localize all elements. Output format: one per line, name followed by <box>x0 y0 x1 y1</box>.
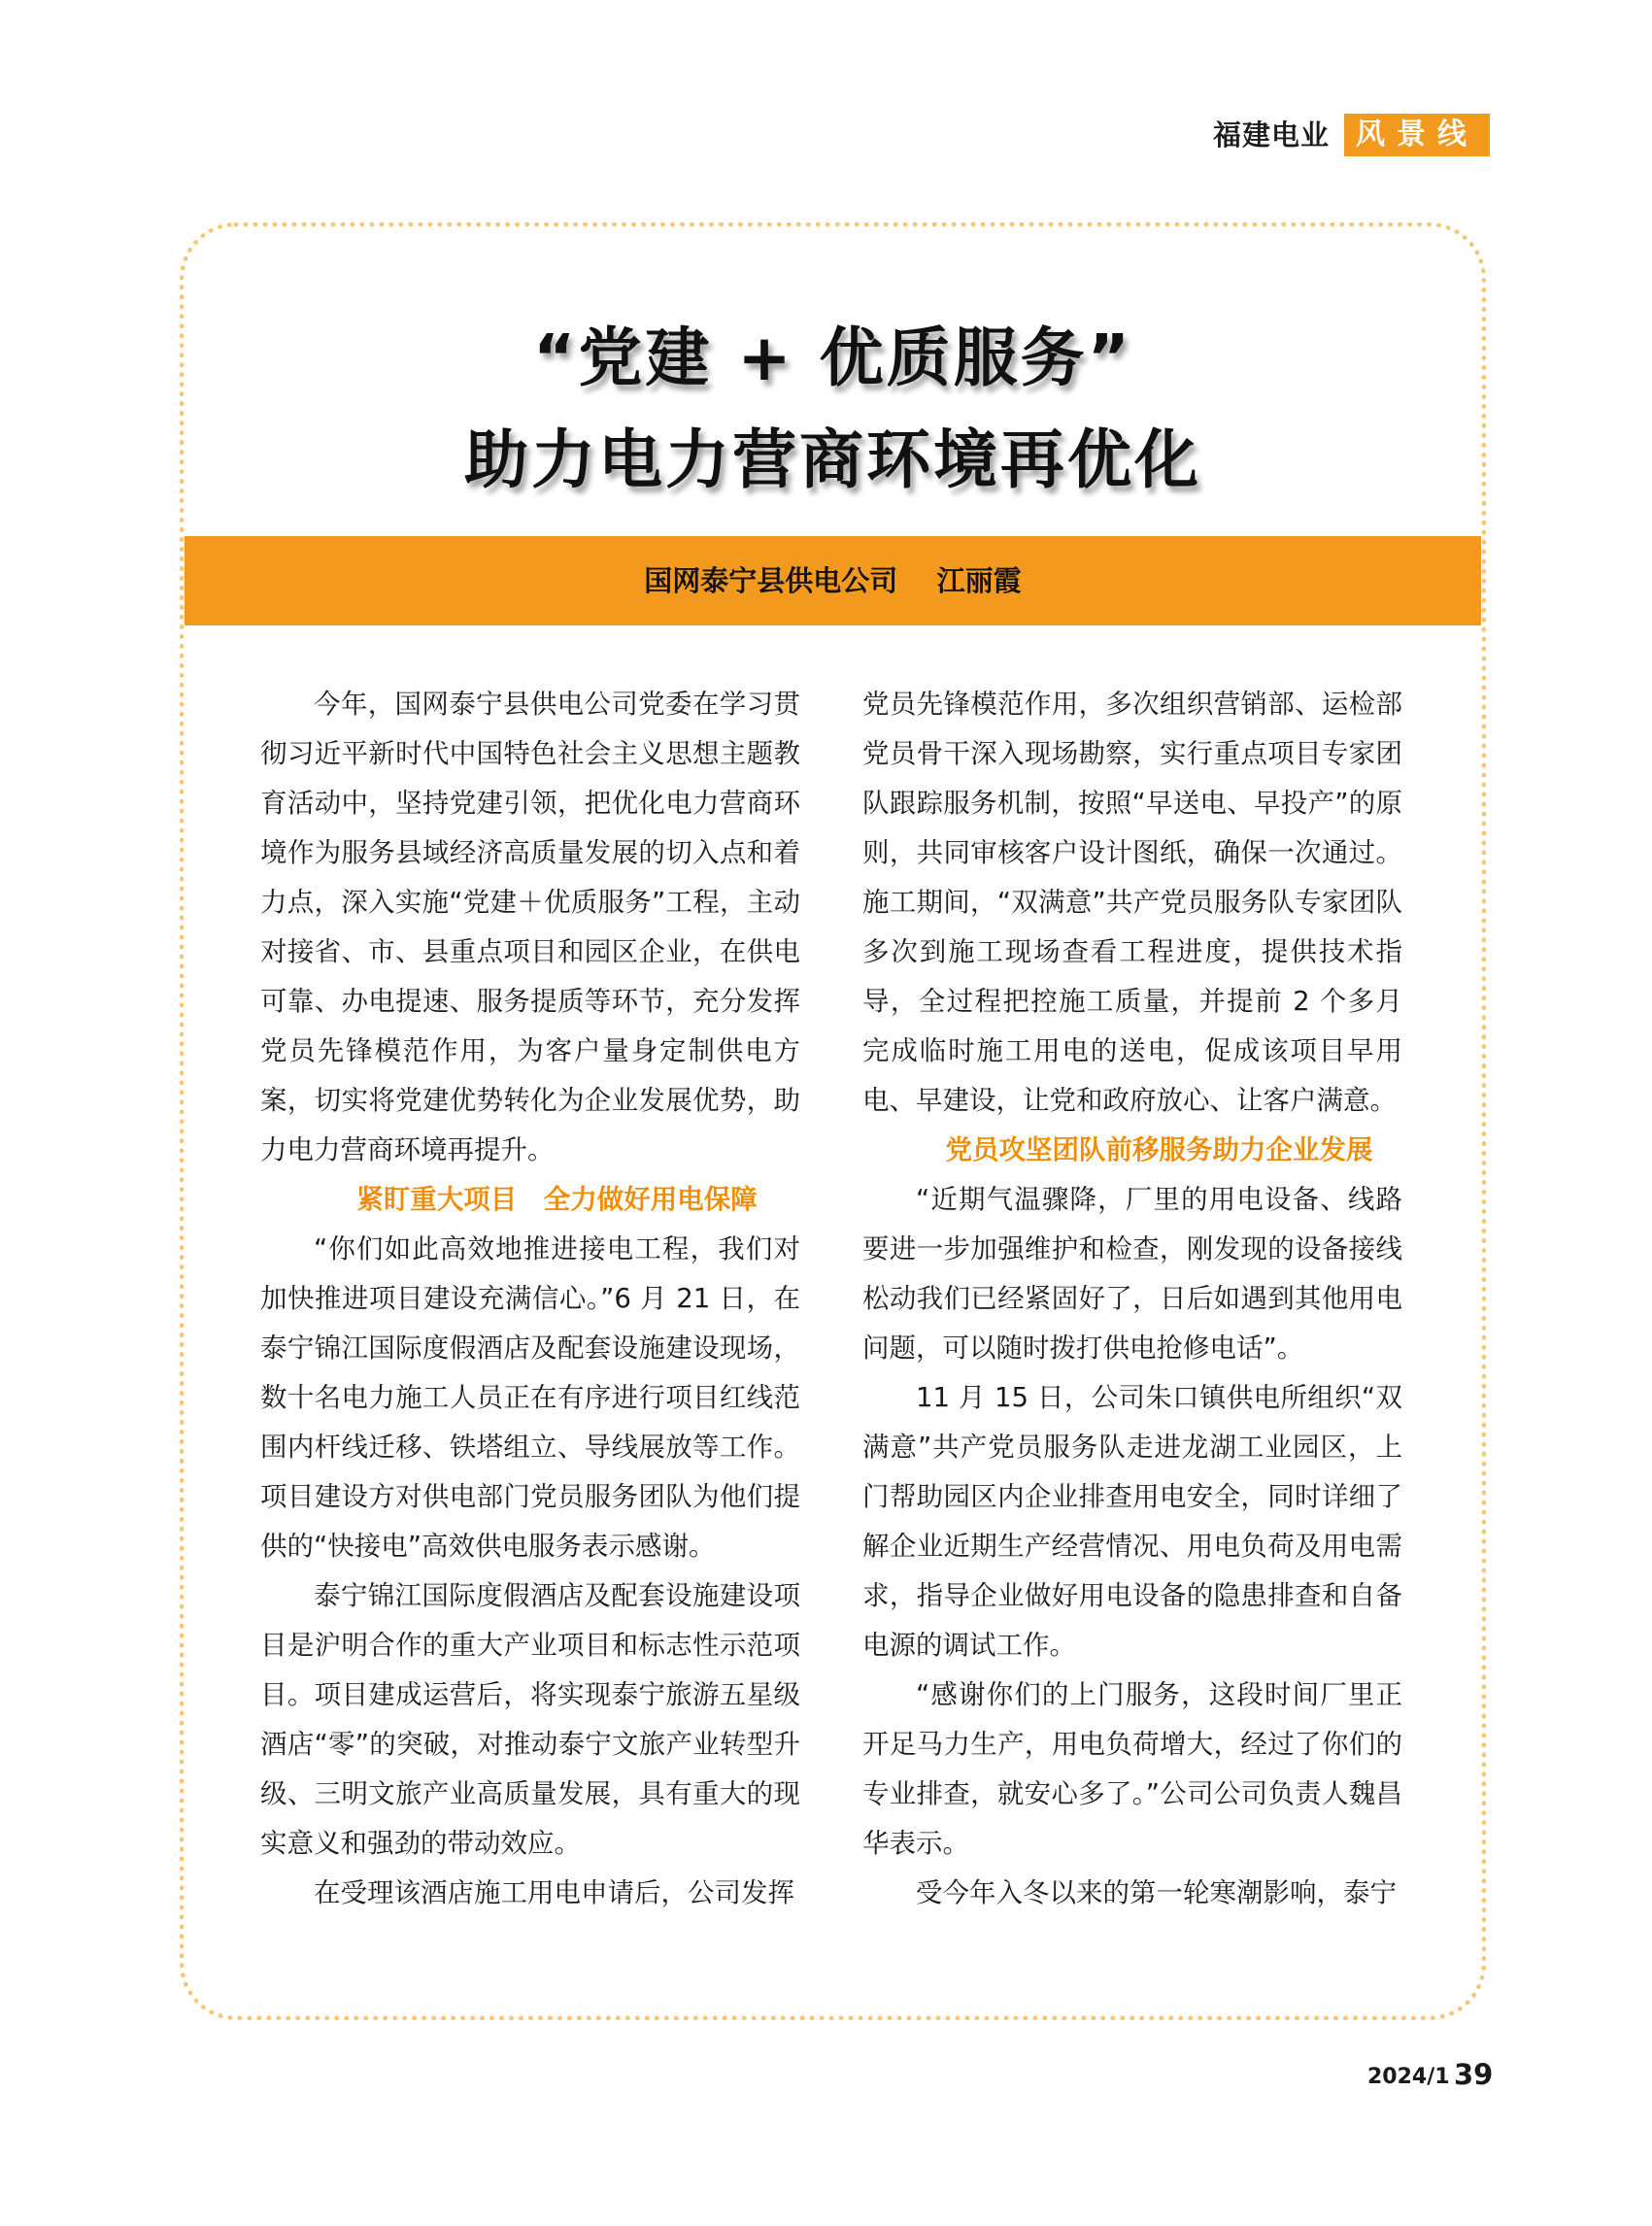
page-number: 39 <box>1454 2058 1494 2091</box>
issue-number: 2024/1 <box>1367 2065 1450 2089</box>
section-subheading: 紧盯重大项目 全力做好用电保障 <box>356 1184 758 1215</box>
magazine-name: 福建电业 <box>1213 118 1331 152</box>
body-paragraph: 受今年入冬以来的第一轮寒潮影响，泰宁 <box>916 1877 1397 1908</box>
body-paragraph: 在受理该酒店施工用电申请后，公司发挥 <box>314 1877 794 1908</box>
body-paragraph: 党员先锋模范作用，多次组织营销部、运检部党员骨干深入现场勘察，实行重点项目专家团队跟踪服务机制，按照“早送电、早投产”的原则，共同审核客户设计图纸，确保一次通过。施工期间，“双满意”共产党员服务队专家团队多次到施工现场查看工程进度，提供技术指导，全过程把控施工质量，并提前 2 个多月完成临时施工用电的送电，促成该项目早用电、早建设，让党和政府放心、让客户满意。 <box>862 689 1402 1116</box>
body-paragraph: “你们如此高效地推进接电工程，我们对加快推进项目建设充满信心。”6 月 21 日，在泰宁锦江国际度假酒店及配套设施建设现场，数十名电力施工人员正在有序进行项目红线范围内杆线迁移、铁塔组立、导线展放等工作。项目建设方对供电部门党员服务团队为他们提供的“快接电”高效供电服务表示感谢。 <box>260 1233 800 1562</box>
right-column <box>862 680 1402 1918</box>
left-column <box>260 680 800 1918</box>
section-subheading: 党员攻坚团队前移服务助力企业发展 <box>945 1134 1373 1165</box>
article-title-line1: “党建 + 优质服务” <box>532 320 1132 395</box>
body-paragraph: “感谢你们的上门服务，这段时间厂里正开足马力生产，用电负荷增大，经过了你们的专业排查，就安心多了。”公司公司负责人魏昌华表示。 <box>862 1679 1402 1859</box>
column-badge: 风景线 <box>1344 114 1490 156</box>
body-paragraph: 11 月 15 日，公司朱口镇供电所组织“双满意”共产党员服务队走进龙湖工业园区，上门帮助园区内企业排查用电安全，同时详细了解企业近期生产经营情况、用电负荷及用电需求，指导企业做好用电设备的隐患排查和自备电源的调试工作。 <box>862 1382 1402 1661</box>
author-byline: 国网泰宁县供电公司 江丽霞 <box>644 564 1022 597</box>
body-paragraph: “近期气温骤降，厂里的用电设备、线路要进一步加强维护和检查，刚发现的设备接线松动我们已经紧固好了，日后如遇到其他用电问题，可以随时拨打供电抢修电话”。 <box>862 1184 1402 1364</box>
body-paragraph: 泰宁锦江国际度假酒店及配套设施建设项目是沪明合作的重大产业项目和标志性示范项目。项目建成运营后，将实现泰宁旅游五星级酒店“零”的突破，对推动泰宁文旅产业转型升级、三明文旅产业高质量发展，具有重大的现实意义和强劲的带动效应。 <box>260 1580 800 1859</box>
article-title-line2: 助力电力营商环境再优化 <box>464 422 1201 497</box>
body-paragraph: 今年，国网泰宁县供电公司党委在学习贯彻习近平新时代中国特色社会主义思想主题教育活动中，坚持党建引领，把优化电力营商环境作为服务县域经济高质量发展的切入点和着力点，深入实施“党建＋优质服务”工程，主动对接省、市、县重点项目和园区企业，在供电可靠、办电提速、服务提质等环节，充分发挥党员先锋模范作用，为客户量身定制供电方案，切实将党建优势转化为企业发展优势，助力电力营商环境再提升。 <box>260 689 800 1165</box>
